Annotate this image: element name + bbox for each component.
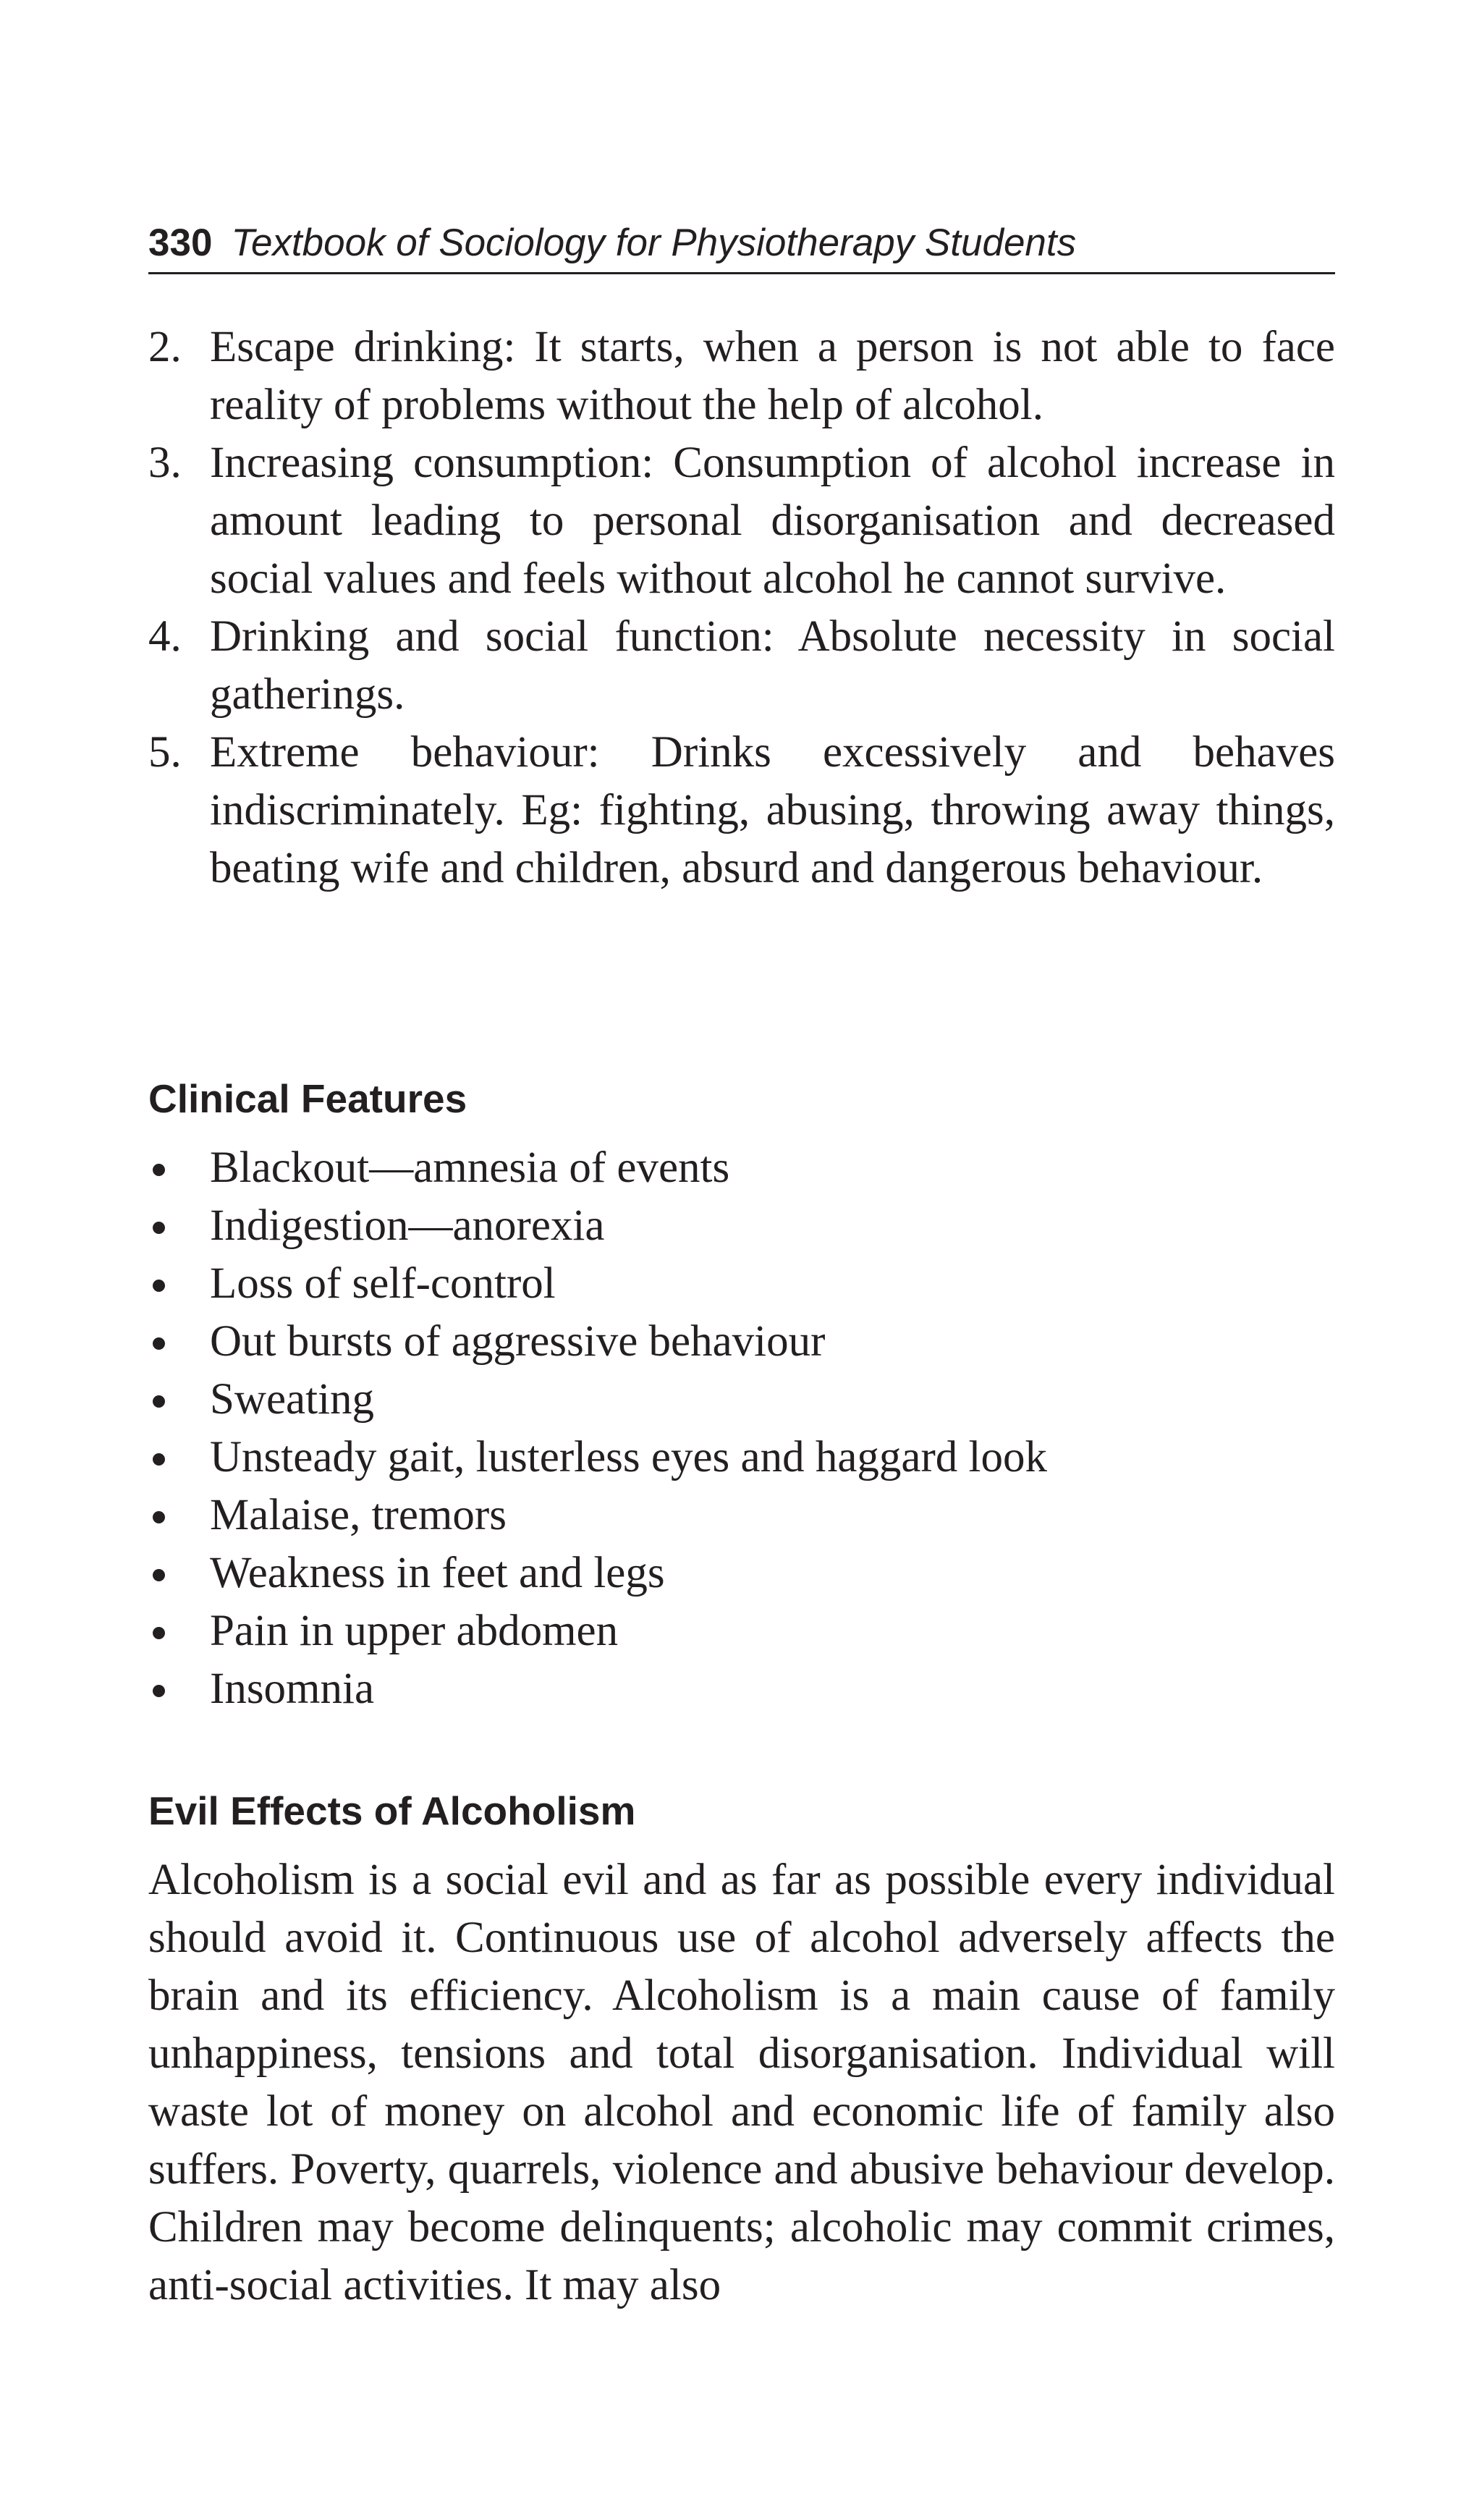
item-number: 2. bbox=[148, 323, 182, 371]
list-item bbox=[148, 1487, 1335, 1544]
item-text: Drinking and social function: Absolute necessity in social gatherings. bbox=[210, 612, 1335, 719]
bullet-icon bbox=[153, 1337, 165, 1350]
list-item-text: Weakness in feet and legs bbox=[210, 1549, 665, 1597]
bullet-icon bbox=[153, 1569, 165, 1581]
item-number: 4. bbox=[148, 612, 182, 661]
list-item-text: Loss of self-control bbox=[210, 1259, 556, 1308]
list-item-text: Sweating bbox=[210, 1375, 375, 1424]
list-item-text: Out bursts of aggressive behaviour bbox=[210, 1317, 826, 1366]
evil-effects-heading: Evil Effects of Alcoholism bbox=[148, 1788, 636, 1833]
list-item bbox=[148, 1255, 1335, 1313]
item-text: Extreme behaviour: Drinks excessively and behaves indiscriminately. Eg: fighting, abusing, throwing away things, beating wife and children, absurd and dangerous behaviour. bbox=[210, 728, 1335, 892]
bullet-icon bbox=[153, 1511, 165, 1523]
numbered-item bbox=[148, 724, 1335, 897]
list-item bbox=[148, 1139, 1335, 1197]
bullet-icon bbox=[153, 1627, 165, 1639]
item-text: Increasing consumption: Consumption of alcohol increase in amount leading to personal disorganisation and decreased social values and feels without alcohol he cannot survive. bbox=[210, 439, 1335, 603]
numbered-item bbox=[148, 434, 1335, 608]
evil-effects-paragraph: Alcoholism is a social evil and as far as possible every individual should avoid it. Continuous use of alcohol adversely affects the brain and its efficiency. Alcoholism is a main cause of family unhappiness, tensions and total disorganisation. Individual will waste lot of money on alcohol and economic life of family also suffers. Poverty, quarrels, violence and abusive behaviour develop. Children may become delinquents; alcoholic may commit crimes, anti-social activities. It may also bbox=[148, 1856, 1335, 2309]
item-number: 5. bbox=[148, 728, 182, 777]
list-item-text: Indigestion—anorexia bbox=[210, 1201, 605, 1250]
bullet-icon bbox=[153, 1395, 165, 1408]
list-item bbox=[148, 1371, 1335, 1429]
bullet-icon bbox=[153, 1280, 165, 1292]
book-title: Textbook of Sociology for Physiotherapy Students bbox=[231, 221, 1077, 264]
list-item-text: Blackout—amnesia of events bbox=[210, 1143, 730, 1192]
list-item bbox=[148, 1429, 1335, 1487]
clinical-features-list bbox=[148, 1139, 1335, 1718]
numbered-item bbox=[148, 608, 1335, 724]
list-item-text: Insomnia bbox=[210, 1665, 375, 1713]
bullet-icon bbox=[153, 1164, 165, 1176]
list-item bbox=[148, 1313, 1335, 1371]
list-item bbox=[148, 1544, 1335, 1602]
item-number: 3. bbox=[148, 439, 182, 487]
clinical-features-heading: Clinical Features bbox=[148, 1076, 467, 1121]
list-item bbox=[148, 1602, 1335, 1660]
running-header bbox=[148, 214, 1335, 274]
bullet-icon bbox=[153, 1222, 165, 1234]
list-item-text: Unsteady gait, lusterless eyes and haggard look bbox=[210, 1433, 1048, 1481]
list-item bbox=[148, 1197, 1335, 1255]
bullet-icon bbox=[153, 1685, 165, 1697]
numbered-item bbox=[148, 318, 1335, 434]
list-item bbox=[148, 1660, 1335, 1718]
bullet-icon bbox=[153, 1453, 165, 1466]
list-item-text: Pain in upper abdomen bbox=[210, 1607, 619, 1655]
numbered-list bbox=[148, 318, 1335, 897]
list-item-text: Malaise, tremors bbox=[210, 1491, 507, 1539]
page-number: 330 bbox=[148, 221, 213, 264]
item-text: Escape drinking: It starts, when a person is not able to face reality of problems without the help of alcohol. bbox=[210, 323, 1335, 429]
